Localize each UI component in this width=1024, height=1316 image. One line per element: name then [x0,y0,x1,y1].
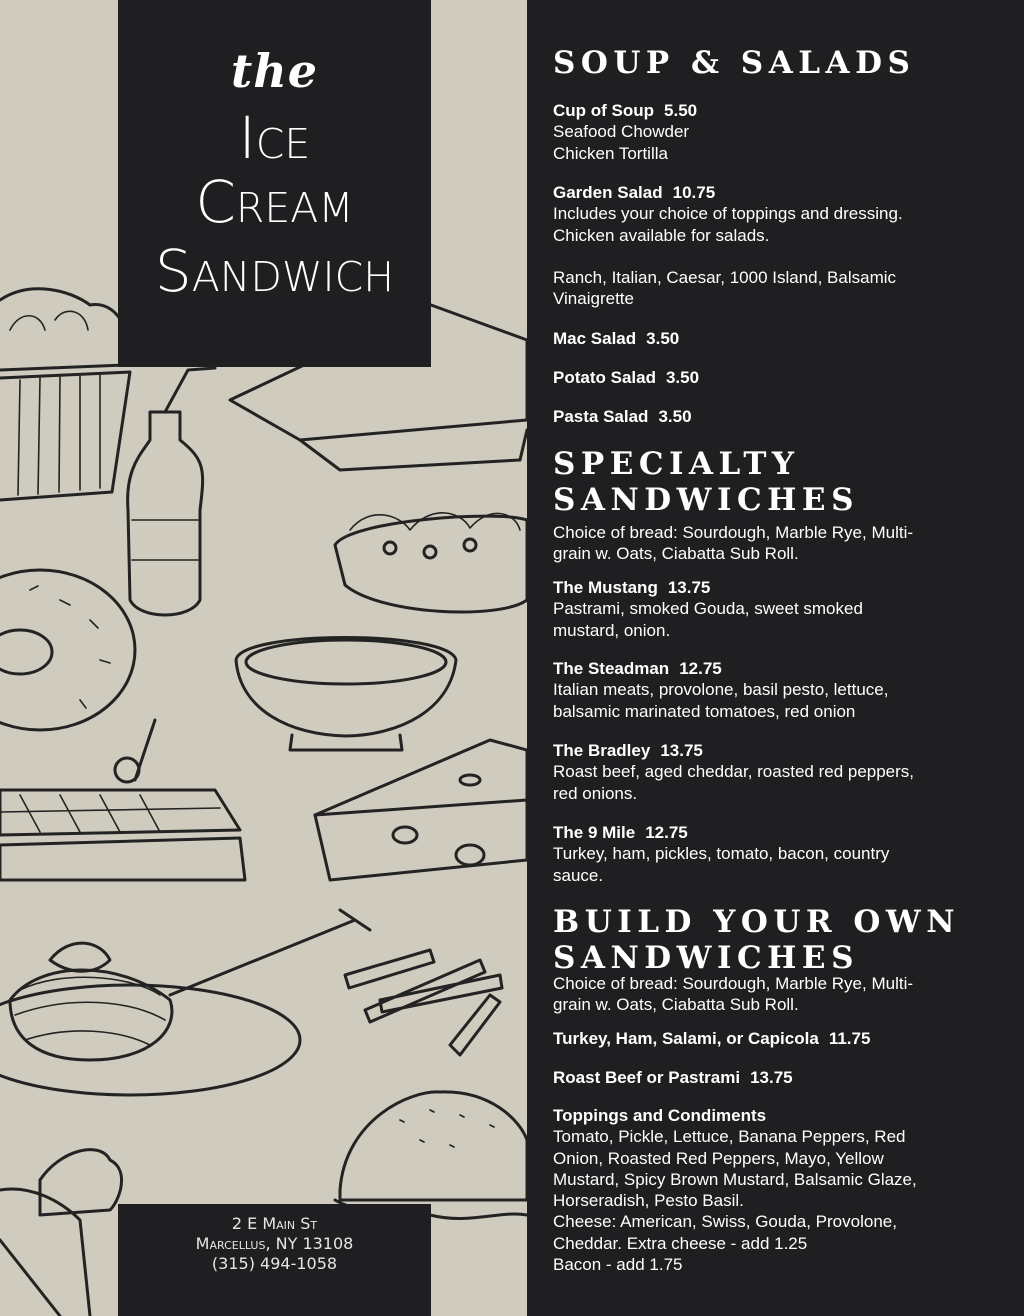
item-price: 13.75 [750,1068,793,1087]
item-desc: Turkey, ham, pickles, tomato, bacon, country [553,844,890,864]
cheese-wedge-doodle [315,740,527,880]
item-name: Toppings and Condiments [553,1106,767,1125]
item-desc: Horseradish, Pesto Basil. [553,1191,744,1211]
item-desc: Chicken Tortilla [553,143,668,163]
item-desc: Mustard, Spicy Brown Mustard, Balsamic Glaze, [553,1169,917,1189]
heading-line: SANDWICHES [553,940,859,976]
menu-item-turkey-ham-salami-capicola [553,1028,973,1049]
item-price: 13.75 [667,578,711,597]
note-line: grain w. Oats, Ciabatta Sub Roll. [553,544,799,564]
brand-line-sandwich: Sandwich [154,237,395,305]
menu-item-garden-salad [553,182,973,310]
item-name: Cup of Soup [553,101,655,120]
section-heading-soup-salads: SOUP & SALADS [553,45,916,81]
item-name: The Bradley [553,741,651,760]
cupcake-doodle [40,1150,122,1215]
item-price: 3.50 [658,407,692,426]
item-desc: Ranch, Italian, Caesar, 1000 Island, Balsamic [553,268,897,288]
item-name: Pasta Salad [553,407,649,426]
item-desc: Cheese: American, Swiss, Gouda, Provolone, [553,1212,897,1232]
menu-item-toppings-and-condiments [553,1105,973,1275]
item-price: 13.75 [660,741,703,760]
build-bread-note [553,973,973,1016]
menu-item-potato-salad [553,367,973,388]
specialty-bread-note [553,522,973,565]
item-price: 5.50 [664,101,698,120]
item-desc: Cheddar. Extra cheese - add 1.25 [553,1233,808,1253]
item-desc: Includes your choice of toppings and dressing. [553,204,903,224]
item-desc: Tomato, Pickle, Lettuce, Banana Peppers, Red [553,1127,906,1147]
item-price: 12.75 [679,659,722,678]
soup-bowl-doodle [236,638,456,737]
item-desc: mustard, onion. [553,620,671,640]
item-desc: red onions. [553,783,638,803]
item-name: Potato Salad [553,368,656,387]
item-price: 12.75 [645,823,688,842]
brand-the: the [231,44,318,98]
item-desc: sauce. [553,865,604,885]
item-price: 11.75 [828,1029,871,1048]
muffin-doodle [0,289,128,370]
item-name: Roast Beef or Pastrami [553,1068,741,1087]
item-name: Mac Salad [553,329,637,348]
note-line: Choice of bread: Sourdough, Marble Rye, Multi- [553,523,914,542]
item-desc: Roast beef, aged cheddar, roasted red peppers, [553,762,915,782]
item-price: 3.50 [646,329,680,348]
menu-panel [527,0,1024,1316]
fries-doodle [345,950,502,1055]
spaghetti-plate-doodle [0,985,300,1095]
note-line: grain w. Oats, Ciabatta Sub Roll. [553,995,799,1015]
address-street: 2 E Main St [231,1214,318,1233]
menu-item-mac-salad [553,328,973,349]
note-line: Choice of bread: Sourdough, Marble Rye, Multi- [553,974,914,993]
item-desc: Chicken available for salads. [553,225,770,245]
menu-item-the-bradley [553,740,973,804]
brand-line-cream: Cream [195,168,354,236]
brand-line-ice: Ice [238,104,311,172]
salad-bowl-doodle [335,516,527,612]
item-desc: balsamic marinated tomatoes, red onion [553,701,856,721]
item-desc: Bacon - add 1.75 [553,1255,683,1275]
address-city: Marcellus, NY 13108 [195,1234,354,1253]
menu-item-the-mustang [553,577,973,641]
item-name: Turkey, Ham, Salami, or Capicola [553,1029,819,1048]
item-name: The 9 Mile [553,823,636,842]
heading-line: SANDWICHES [553,482,859,518]
item-desc: Onion, Roasted Red Peppers, Mayo, Yellow [553,1148,884,1168]
address-phone: (315) 494-1058 [211,1254,338,1273]
item-price: 10.75 [672,183,716,202]
item-name: The Steadman [553,659,670,678]
menu-item-the-steadman [553,658,973,722]
menu-item-pasta-salad [553,406,973,427]
club-sandwich-doodle [0,790,240,835]
address-box [118,1204,431,1316]
section-heading-build-your-own [553,904,960,976]
section-heading-specialty [553,446,859,518]
heading-line: SPECIALTY [553,446,800,482]
menu-item-roast-beef-or-pastrami [553,1067,973,1088]
item-desc: Pastrami, smoked Gouda, sweet smoked [553,599,863,619]
item-desc: Italian meats, provolone, basil pesto, lettuce, [553,680,889,700]
menu-item-the-9-mile [553,822,973,886]
menu-item-cup-of-soup [553,100,973,164]
donut-doodle [0,570,135,730]
item-name: The Mustang [553,578,658,597]
item-desc: Seafood Chowder [553,122,690,142]
burger-doodle [340,1092,527,1200]
item-desc: Vinaigrette [553,289,634,309]
bottle-doodle [128,412,203,615]
brand-title-box [118,0,431,367]
item-name: Garden Salad [553,183,663,202]
item-price: 3.50 [665,368,700,387]
heading-line: BUILD YOUR OWN [553,904,961,940]
